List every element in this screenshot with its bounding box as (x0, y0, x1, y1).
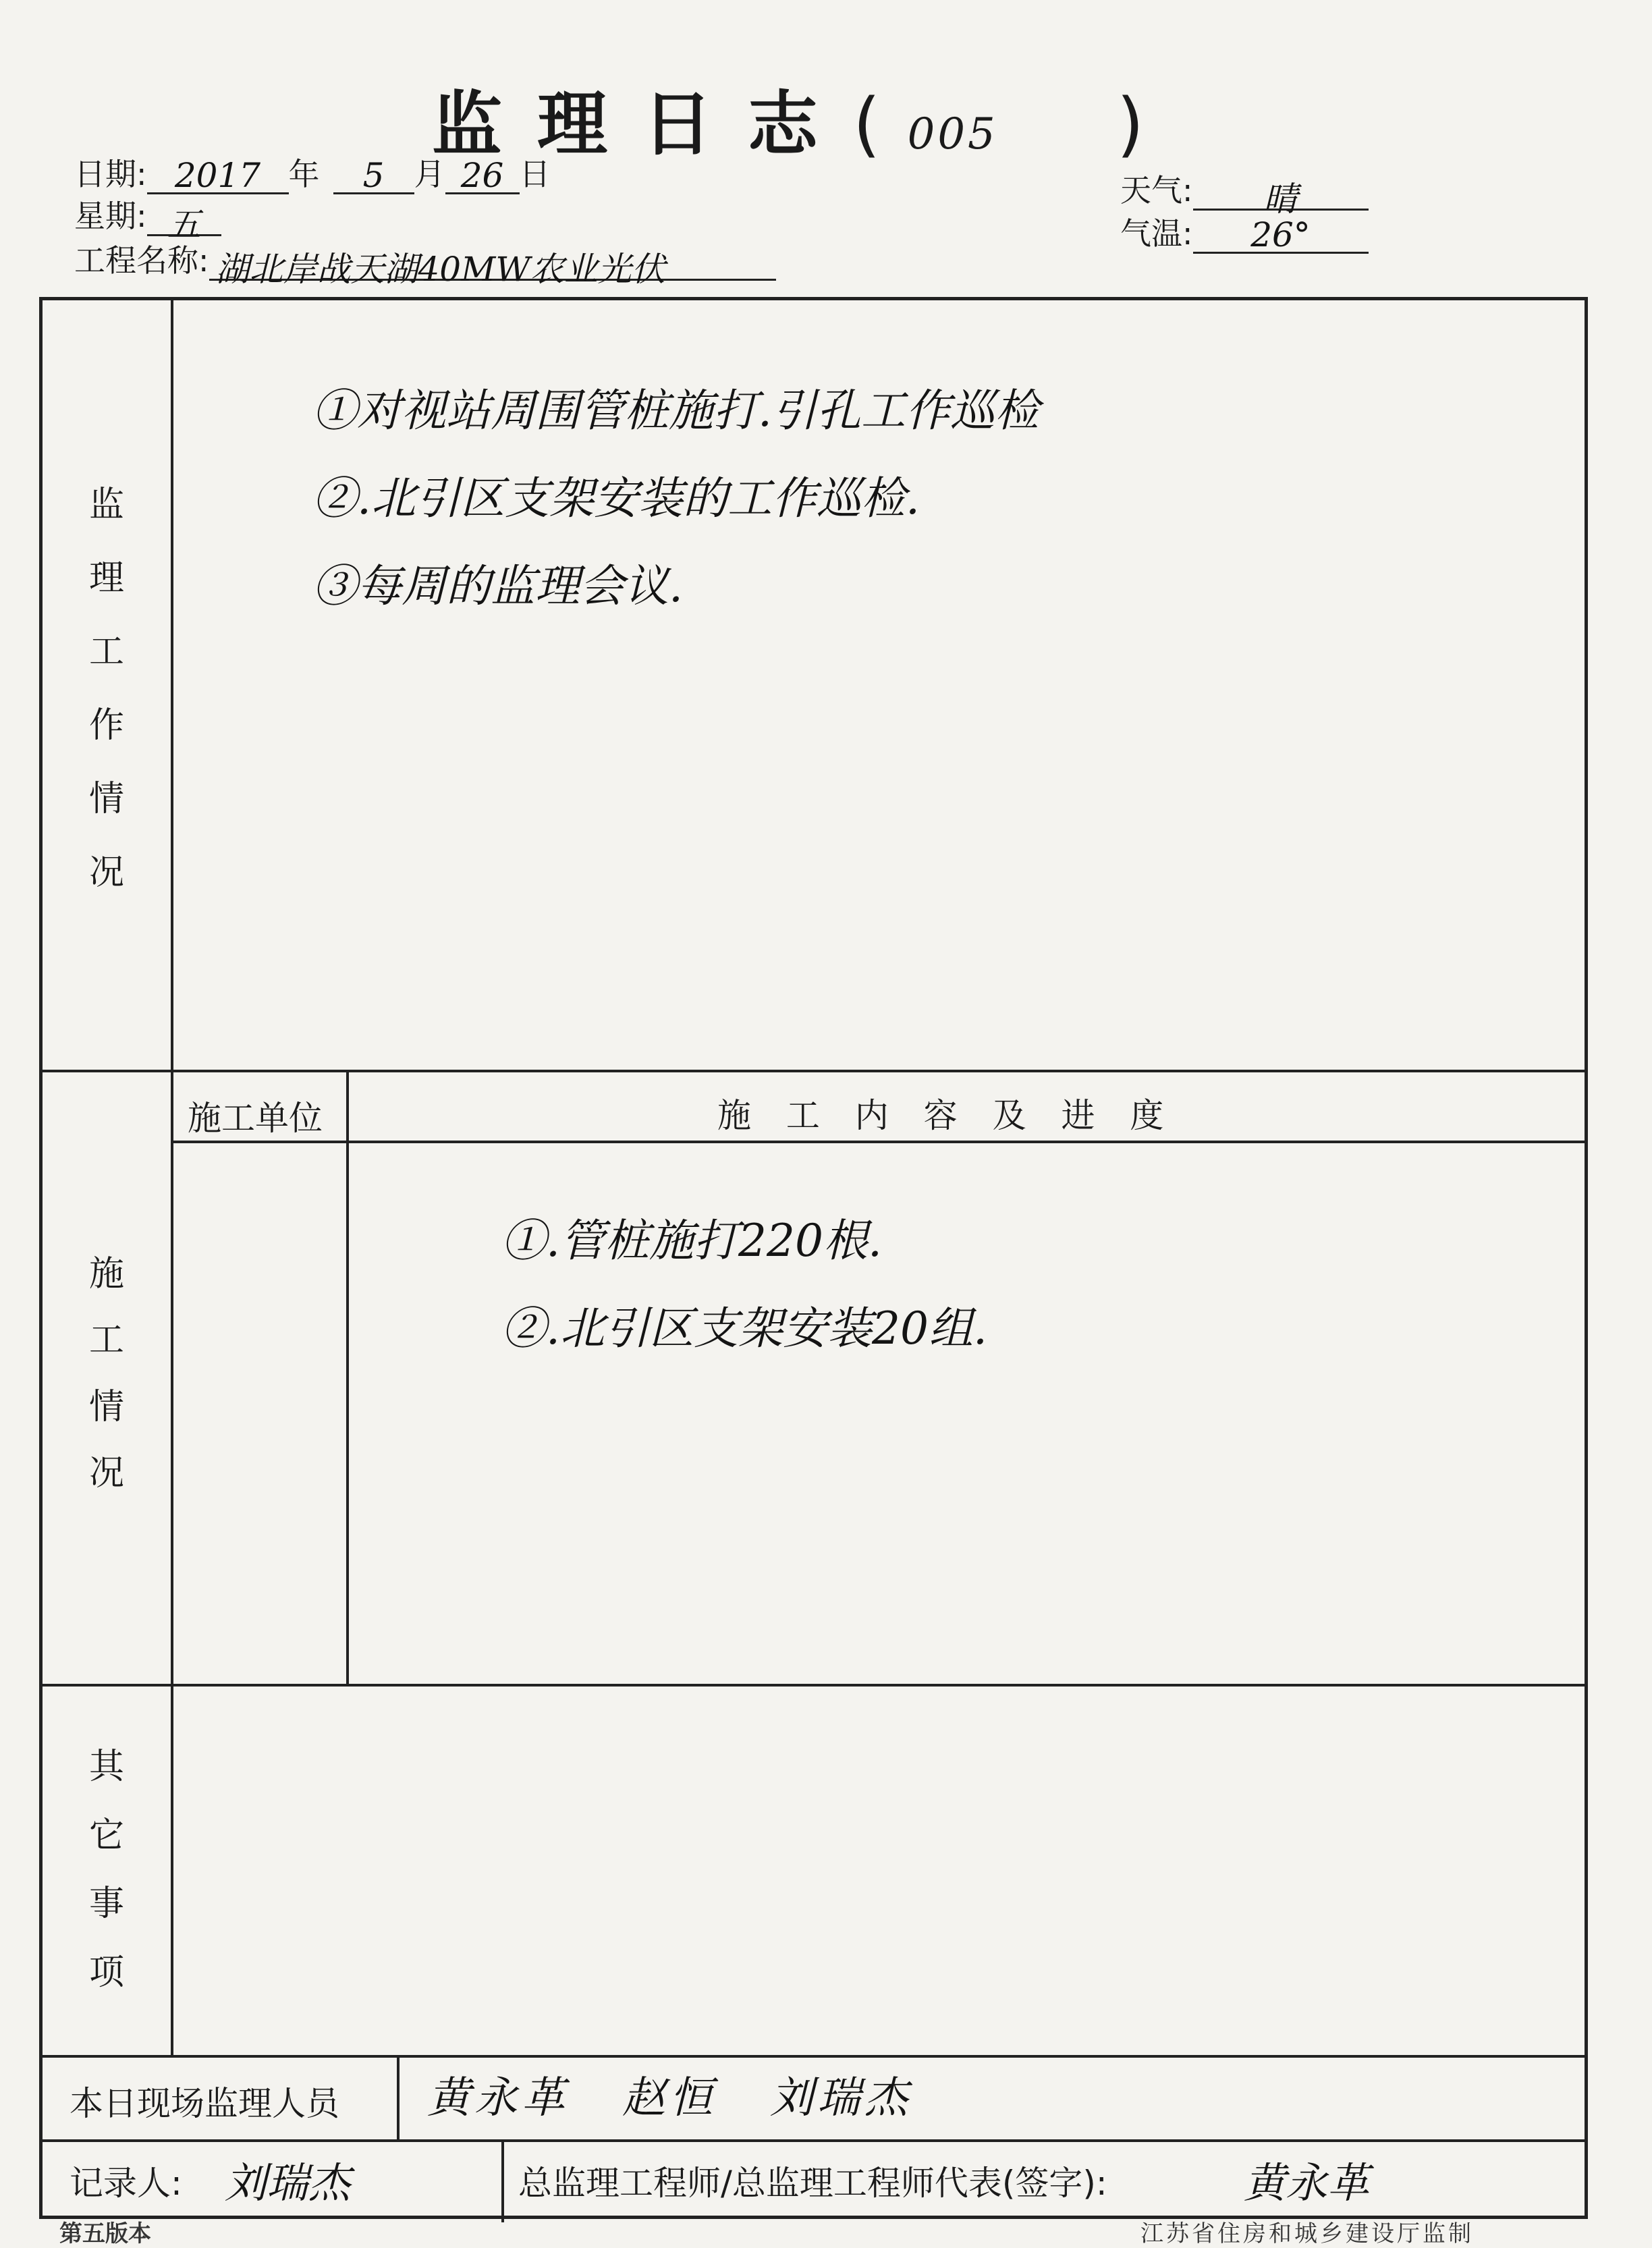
unit-column-divider (346, 1070, 349, 1684)
section-divider-4 (43, 2139, 1585, 2142)
date-label: 日期: (74, 156, 147, 192)
construction-item-2: ②.北引区支架安装20组. (501, 1303, 987, 1354)
other-section-label: 其 它 事 项 (88, 1747, 124, 1993)
footer-issuer: 江苏省住房和城乡建设厅监制 (1140, 2220, 1474, 2247)
temperature-row (1120, 209, 1369, 254)
weekday-row (74, 192, 221, 244)
year-unit: 年 (288, 156, 320, 192)
day-field: 26 (445, 156, 520, 194)
weather-label: 天气: (1120, 172, 1193, 209)
weekday-label: 星期: (74, 198, 147, 234)
title-paren-open: ( (853, 83, 881, 165)
footer-edition: 第五版本 (59, 2220, 151, 2247)
weekday-field: 五 (147, 198, 221, 236)
staff-names: 黄永革 赵恒 刘瑞杰 (427, 2073, 912, 2123)
recorder-divider (501, 2139, 504, 2222)
construction-section-label: 施 工 情 况 (88, 1254, 124, 1493)
temperature-field: 26° (1193, 215, 1369, 254)
supervision-section-label: 监 理 工 作 情 况 (88, 485, 124, 893)
chief-engineer-label: 总监理工程师/总监理工程师代表(签字): (518, 2164, 1107, 2203)
project-row (74, 236, 776, 289)
staff-divider (397, 2055, 400, 2139)
year-field: 2017 (147, 156, 289, 194)
section-divider-3 (43, 2055, 1585, 2058)
log-table (39, 297, 1588, 2219)
supervision-item-3: ③每周的监理会议. (312, 560, 683, 612)
weather-field: 晴 (1193, 172, 1369, 211)
staff-label: 本日现场监理人员 (70, 2084, 339, 2123)
section-divider-1 (43, 1070, 1585, 1072)
log-number: 005 (907, 109, 998, 159)
title-text: 监理日志 (432, 83, 854, 165)
chief-engineer-signature: 黄永革 (1244, 2158, 1370, 2208)
weather-row (1120, 166, 1369, 219)
title-paren-close: ) (1116, 83, 1145, 165)
day-unit: 日 (519, 156, 551, 192)
recorder-name: 刘瑞杰 (225, 2158, 351, 2208)
date-row (74, 150, 551, 194)
construction-content-header: 施 工 内 容 及 进 度 (717, 1096, 1176, 1135)
construction-item-1: ①.管桩施打220根. (501, 1215, 882, 1267)
section-divider-2 (43, 1684, 1585, 1687)
project-label: 工程名称: (74, 242, 209, 279)
supervision-item-2: ②.北引区支架安装的工作巡检. (312, 472, 920, 524)
construction-header-divider (171, 1141, 1588, 1143)
month-field: 5 (333, 156, 414, 194)
supervision-item-1: ①对视站周围管桩施打.引孔工作巡检 (312, 385, 1039, 437)
label-column-divider (171, 300, 173, 2055)
project-field: 湖北岸战天湖40MW农业光伏 (209, 242, 776, 281)
month-unit: 月 (414, 156, 445, 192)
temperature-label: 气温: (1120, 215, 1193, 252)
construction-unit-header: 施工单位 (188, 1099, 323, 1138)
recorder-label: 记录人: (70, 2164, 182, 2203)
